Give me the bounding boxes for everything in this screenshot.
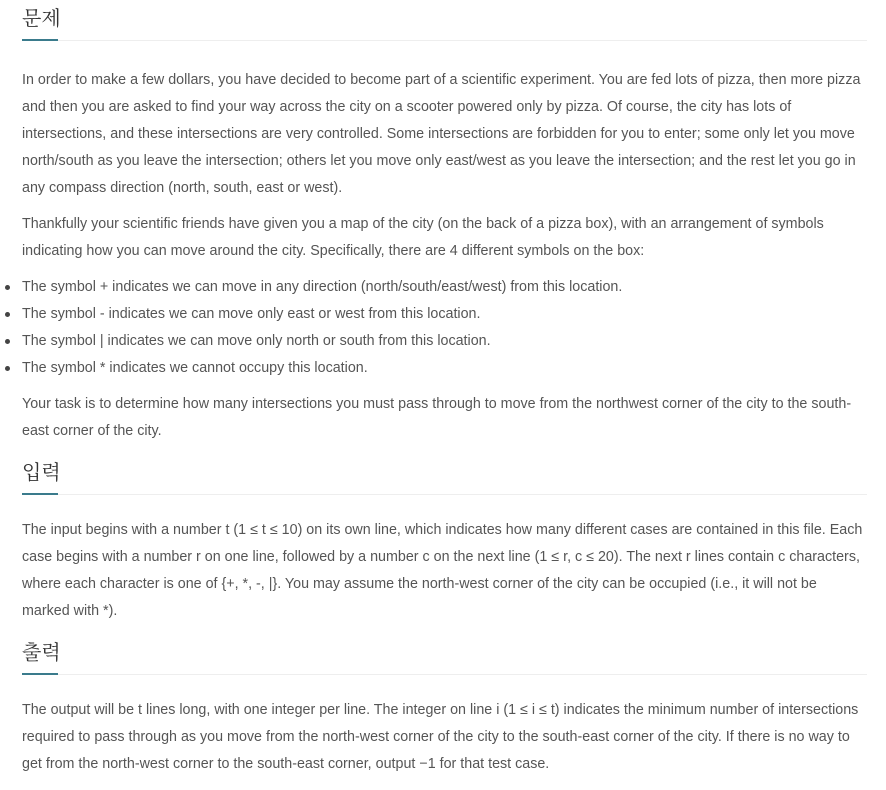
list-item xyxy=(22,301,867,328)
list-item-text: The symbol | indicates we can move only north or south from this location. xyxy=(22,333,491,349)
bullet-icon xyxy=(5,366,10,371)
input-section xyxy=(22,454,867,625)
problem-paragraph: Thankfully your scientific friends have given you a map of the city (on the back of a pizza box), with an arrangement of symbols indicating how you can move around the city. Specifically, there are 4 different symbols on the box: xyxy=(22,216,824,259)
output-text: The output will be t lines long, with one integer per line. The integer on line i (1 ≤ i ≤ t) indicates the minimum number of intersections required to pass through as you move from the north-west corner of the city to the south-east corner of the city. If there is no way to get from the north-west corner to the south-east corner, output −1 for that test case. xyxy=(22,702,859,772)
list-item-text: The symbol * indicates we cannot occupy this location. xyxy=(22,360,368,376)
bullet-icon xyxy=(5,312,10,317)
problem-section xyxy=(22,0,867,445)
list-item-text: The symbol + indicates we can move in any direction (north/south/east/west) from this location. xyxy=(22,279,623,295)
problem-header xyxy=(22,0,867,41)
problem-closing: Your task is to determine how many intersections you must pass through to move from the northwest corner of the city to the south-east corner of the city. xyxy=(22,396,852,439)
problem-heading: 문제 xyxy=(22,6,61,30)
list-item xyxy=(22,274,867,301)
list-item-text: The symbol - indicates we can move only east or west from this location. xyxy=(22,306,481,322)
bullet-icon xyxy=(5,339,10,344)
symbol-list xyxy=(22,274,867,382)
output-header xyxy=(22,634,867,675)
heading-underline xyxy=(22,673,58,675)
output-section xyxy=(22,634,867,778)
heading-underline xyxy=(22,39,58,41)
output-heading: 출력 xyxy=(22,640,61,664)
problem-paragraph: In order to make a few dollars, you have decided to become part of a scientific experiment. You are fed lots of pizza, then more pizza and then you are asked to find your way across the city on a scooter powered only by pizza. Of course, the city has lots of intersections, and these intersections are very controlled. Some intersections are forbidden for you to enter; some only let you move north/south as you leave the intersection; others let you move only east/west as you leave the intersection; and the rest let you go in any compass direction (north, south, east or west). xyxy=(22,72,861,196)
input-text: The input begins with a number t (1 ≤ t ≤ 10) on its own line, which indicates how many different cases are contained in this file. Each case begins with a number r on one line, followed by a number c on the next line (1 ≤ r, c ≤ 20). The next r lines contain c characters, where each character is one of {+, *, -, |}. You may assume the north-west corner of the city can be occupied (i.e., it will not be marked with *). xyxy=(22,522,863,619)
input-header xyxy=(22,454,867,495)
input-heading: 입력 xyxy=(22,460,61,484)
bullet-icon xyxy=(5,285,10,290)
list-item xyxy=(22,355,867,382)
list-item xyxy=(22,328,867,355)
heading-underline xyxy=(22,493,58,495)
